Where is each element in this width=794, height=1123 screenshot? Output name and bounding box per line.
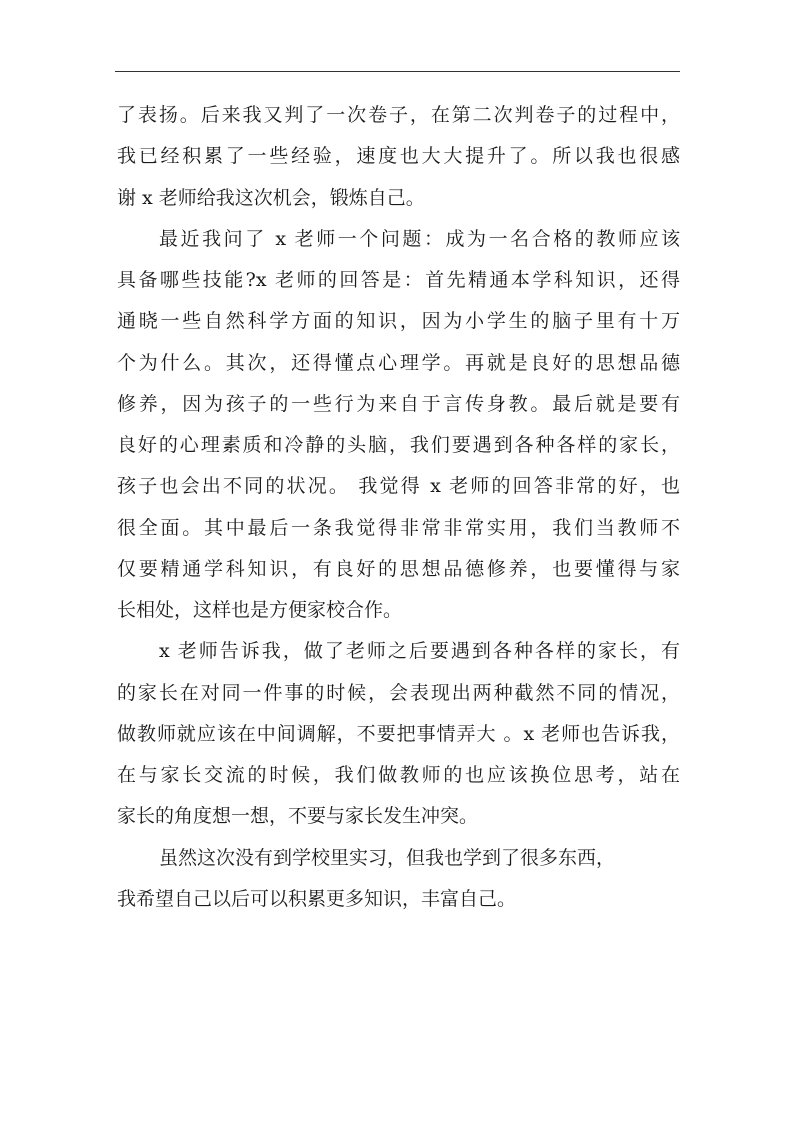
text-line: 修养，因为孩子的一些行为来自于言传身教。最后就是要有 [117, 392, 680, 415]
text-line: 做教师就应该在中间调解，不要把事情弄大 。x 老师也告诉我， [117, 722, 680, 745]
document-body [117, 95, 680, 920]
text-line: 个为什么。其次，还得懂点心理学。再就是良好的思想品德 [117, 351, 680, 374]
text-line: 良好的心理素质和冷静的头脑，我们要遇到各种各样的家长， [117, 434, 680, 456]
paragraph-4 [117, 838, 680, 921]
text-line: 我希望自己以后可以积累更多知识，丰富自己。 [117, 887, 517, 910]
text-line: 的家长在对同一件事的时候，会表现出两种截然不同的情况， [117, 681, 680, 704]
text-line: 长相处，这样也是方便家校合作。 [117, 599, 403, 621]
text-line: 了表扬。后来我又判了一次卷子，在第二次判卷子的过程中， [117, 104, 680, 126]
paragraph-2 [117, 219, 680, 632]
text-line: 我已经积累了一些经验，速度也大大提升了。所以我也很感 [117, 145, 680, 168]
text-line: 很全面。其中最后一条我觉得非常非常实用，我们当教师不 [117, 516, 680, 539]
text-line: 具备哪些技能?x 老师的回答是：首先精通本学科知识，还得 [117, 269, 680, 291]
header-rule [115, 71, 680, 72]
text-line: 在与家长交流的时候，我们做教师的也应该换位思考，站在 [117, 764, 680, 786]
text-line: 谢 x 老师给我这次机会，锻炼自己。 [117, 186, 425, 209]
text-line: 最近我问了 x 老师一个问题：成为一名合格的教师应该 [159, 227, 680, 250]
paragraph-1 [117, 95, 680, 219]
text-line: 孩子也会出不同的状况。 我觉得 x 老师的回答非常的好，也 [117, 475, 680, 498]
text-line: 仅要精通学科知识，有良好的思想品德修养，也要懂得与家 [117, 557, 680, 580]
text-line: 通晓一些自然科学方面的知识，因为小学生的脑子里有十万 [117, 310, 680, 333]
paragraph-3 [117, 631, 680, 837]
text-line: 虽然这次没有到学校里实习，但我也学到了很多东西， [159, 846, 616, 869]
text-line: 家长的角度想一想，不要与家长发生冲突。 [117, 805, 479, 828]
text-line: x 老师告诉我，做了老师之后要遇到各种各样的家长，有 [159, 640, 680, 663]
